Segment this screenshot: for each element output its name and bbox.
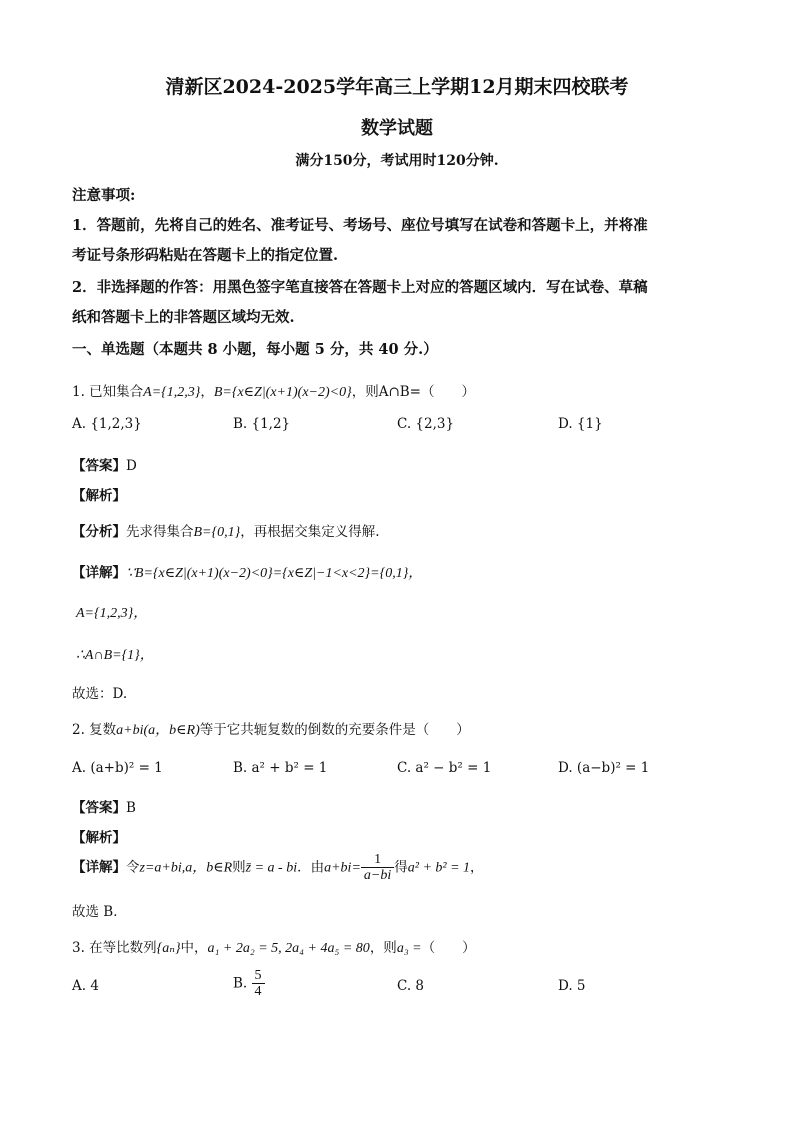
q1-comma: ， <box>200 384 214 400</box>
q3-option-b-den: 4 <box>254 984 262 999</box>
q2-detail-t2: 则 <box>232 859 246 876</box>
q1-detail-line-2: A={1,2,3}， <box>76 606 148 621</box>
fenxi-tag: 【分析】 <box>72 524 126 540</box>
answer-tag: 【答案】 <box>72 458 126 474</box>
section-heading: 一、单选题（本题共 8 小题，每小题 5 分，共 40 分.） <box>72 341 438 358</box>
q1-option-b: B. {1,2} <box>233 416 291 432</box>
q1-detail-line-1 <box>72 561 422 582</box>
q3-option-b-label: B. <box>233 975 248 992</box>
question-1-stem <box>72 380 475 401</box>
q2-detail <box>72 852 484 884</box>
q2-stem-prefix: 2. 复数 <box>72 722 117 738</box>
q2-detail-t3: ．由 <box>297 859 325 876</box>
answer-tag: 【答案】 <box>72 800 126 816</box>
q3-option-b-num: 5 <box>252 968 265 984</box>
question-2-stem <box>72 718 470 739</box>
subject-title: 数学试题 <box>361 118 433 139</box>
q1-detail-line-3: ∴A∩B={1}， <box>76 648 154 663</box>
q2-fraction <box>361 852 394 884</box>
question-3-stem <box>72 936 476 957</box>
notice-item-2-line-2: 纸和答题卡上的非答题区域均无效. <box>72 309 295 326</box>
q1-fenxi-text-1: 先求得集合 <box>126 524 194 540</box>
q3-stem-m1: {aₙ} <box>156 941 181 956</box>
notice-item-1-line-1: 1．答题前，先将自己的姓名、准考证号、考场号、座位号填写在试卷和答题卡上，并将准 <box>72 217 648 234</box>
q2-stem-math: a+bi(a，b∈R) <box>116 723 200 738</box>
q1-stem-suffix: ，则A∩B=（ ） <box>351 384 475 400</box>
q2-frac-num: 1 <box>361 852 394 868</box>
q3-stem-m2: a₁ + 2a₂ = 5, 2a₄ + 4a₅ = 80 <box>207 941 370 956</box>
q1-analysis-tag: 【解析】 <box>72 488 126 504</box>
q3-option-b <box>233 968 265 1000</box>
q2-answer <box>72 796 136 816</box>
q2-frac-den: a−bi <box>363 868 392 883</box>
q1-option-d: D. {1} <box>558 416 603 432</box>
q2-detail-m1: z=a+bi,a，b∈R <box>139 860 233 876</box>
q2-answer-value: B <box>126 800 136 816</box>
q3-stem-t3: ，则 <box>369 940 397 956</box>
q2-detail-m3: a+bi= <box>324 860 361 876</box>
q1-set-a: A={1,2,3} <box>143 385 201 400</box>
q1-answer <box>72 454 137 474</box>
q1-answer-value: D <box>126 458 137 474</box>
detail-tag: 【详解】 <box>72 859 126 876</box>
q1-detail-math-1: ∵B={x∈Z|(x+1)(x−2)<0}={x∈Z|−1<x<2}={0,1}， <box>126 566 423 581</box>
q3-option-d: D. 5 <box>558 978 586 994</box>
q1-option-c: C. {2,3} <box>397 416 455 432</box>
q1-fenxi <box>72 520 380 541</box>
q2-detail-t1: 令 <box>126 859 140 876</box>
q1-stem-prefix: 1. 已知集合 <box>72 384 144 400</box>
q1-fenxi-text-2: ，再根据交集定义得解. <box>240 524 380 540</box>
notice-item-1-line-2: 考证号条形码粘贴在答题卡上的指定位置. <box>72 247 339 264</box>
q2-analysis-tag: 【解析】 <box>72 830 126 846</box>
detail-tag: 【详解】 <box>72 565 126 581</box>
q3-stem-prefix: 3. 在等比数列 <box>72 940 157 956</box>
q2-stem-suffix: 等于它共轭复数的倒数的充要条件是（ ） <box>199 722 470 738</box>
q2-detail-m4: a² + b² = 1 <box>407 860 471 876</box>
q2-detail-t4: 得 <box>394 859 408 876</box>
q2-option-a: A. (a+b)² = 1 <box>72 760 163 776</box>
notice-heading: 注意事项: <box>72 187 136 204</box>
exam-title: 清新区2024-2025学年高三上学期12月期末四校联考 <box>165 76 629 98</box>
q2-conclusion: 故选 B． <box>72 904 127 920</box>
q2-detail-m2: z̄ = a - bi <box>245 860 298 876</box>
q3-stem-t2: 中， <box>180 940 208 956</box>
q2-option-d: D. (a−b)² = 1 <box>558 760 650 776</box>
q3-option-a: A. 4 <box>72 978 99 994</box>
q3-stem-suffix: （ ） <box>421 940 476 956</box>
q1-option-a: A. {1,2,3} <box>72 416 142 432</box>
q1-set-b: B={x∈Z|(x+1)(x−2)<0} <box>213 385 352 400</box>
q2-detail-t5: ， <box>470 859 484 876</box>
q2-option-b: B. a² + b² = 1 <box>233 760 328 776</box>
q2-option-c: C. a² − b² = 1 <box>397 760 492 776</box>
q3-option-b-fraction <box>252 968 265 1000</box>
q1-conclusion: 故选：D. <box>72 686 128 702</box>
notice-item-2-line-1: 2．非选择题的作答：用黑色签字笔直接答在答题卡上对应的答题区域内．写在试卷、草稿 <box>72 279 648 296</box>
q3-stem-m3: a₃ = <box>396 941 422 956</box>
q3-option-c: C. 8 <box>397 978 425 994</box>
q1-fenxi-math: B={0,1} <box>193 525 241 540</box>
exam-info: 满分150分，考试用时120分钟. <box>295 153 499 169</box>
